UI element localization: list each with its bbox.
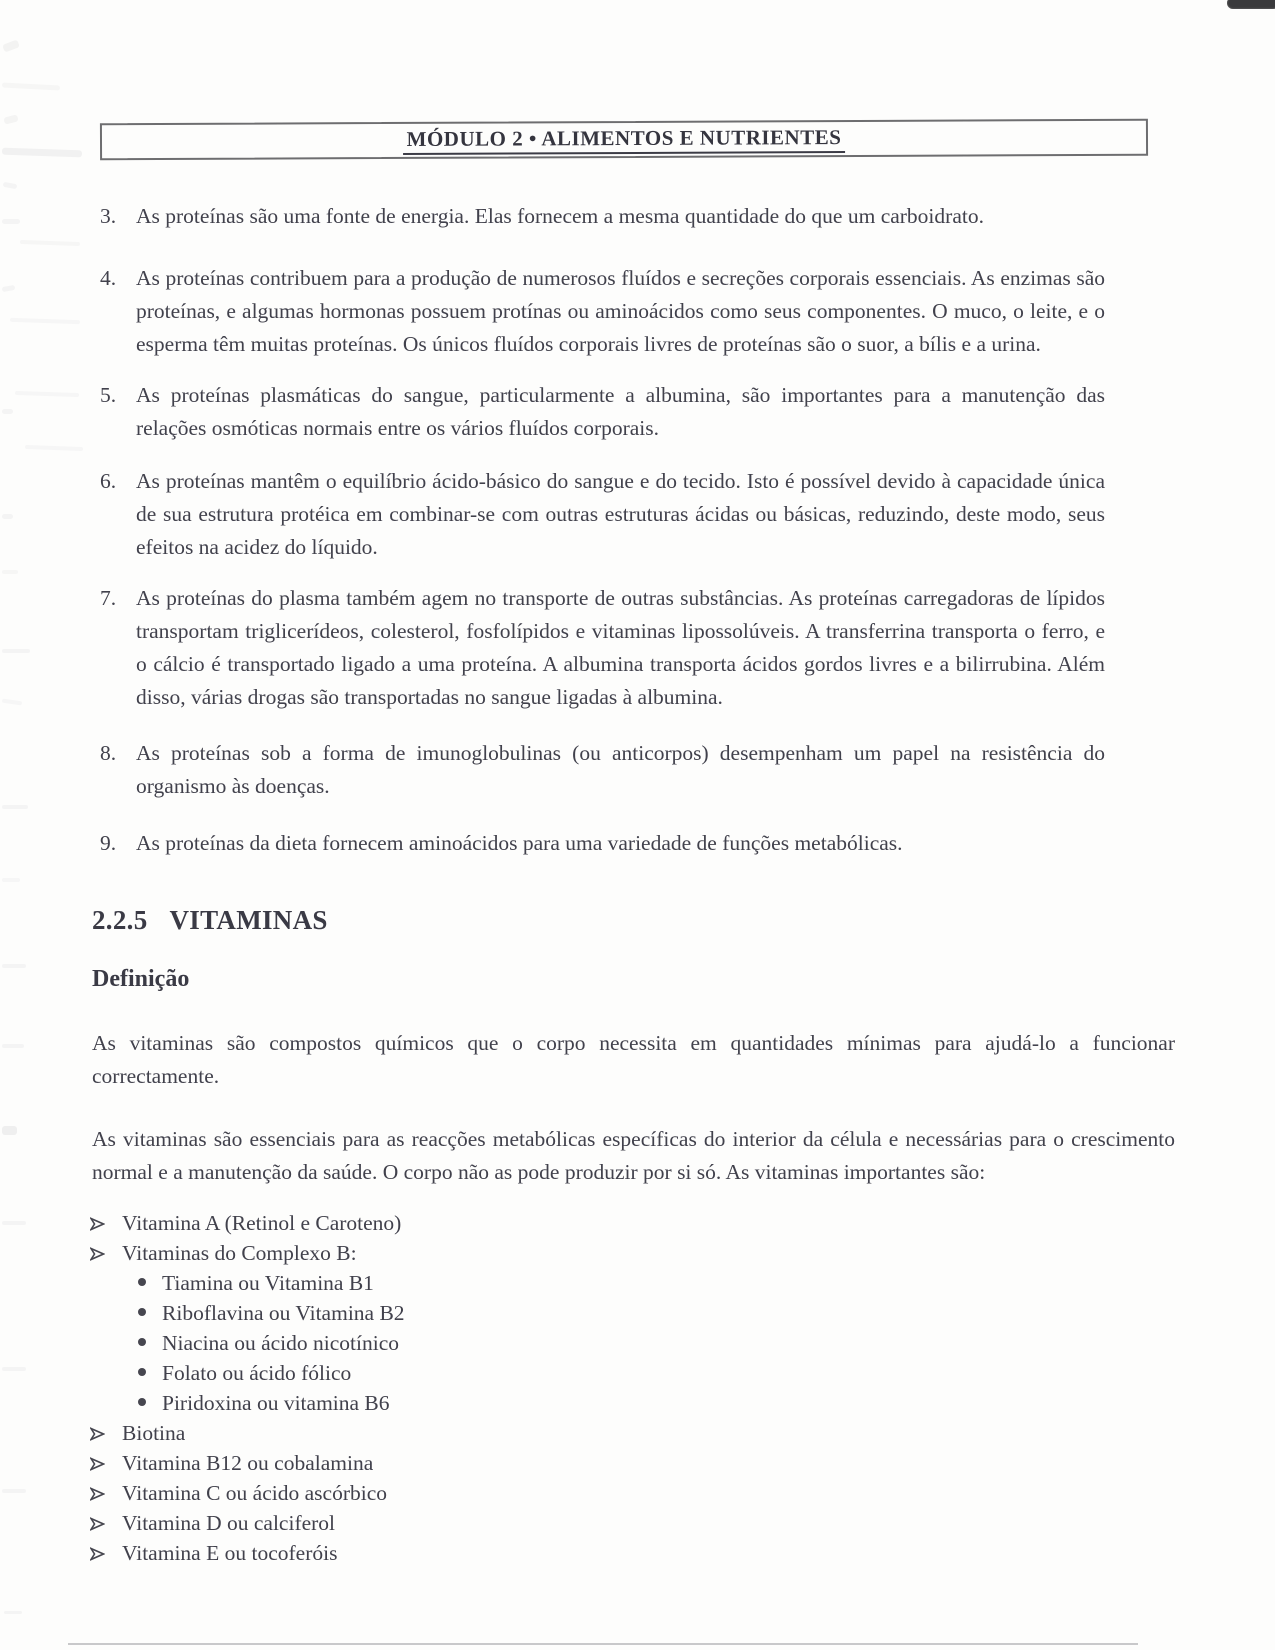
item-text: As proteínas são uma fonte de energia. Elas fornecem a mesma quantidade do que um carboidrato. <box>136 204 984 228</box>
page-header-title: MÓDULO 2 • ALIMENTOS E NUTRIENTES <box>403 125 846 155</box>
scan-artifact <box>3 114 18 124</box>
dot-bullet-icon <box>138 1398 146 1406</box>
arrow-bullet-icon <box>90 1487 105 1501</box>
scan-artifact <box>2 570 18 574</box>
vitamin-label: Vitamina E ou tocoferóis <box>122 1541 338 1565</box>
numbered-item-8 <box>100 737 1105 803</box>
scan-artifact <box>2 1044 24 1048</box>
scan-artifact <box>2 649 30 653</box>
arrow-bullet-icon <box>90 1517 105 1531</box>
vitamin-subitem <box>90 1388 1175 1418</box>
vitamin-label: Tiamina ou Vitamina B1 <box>162 1271 374 1295</box>
dot-bullet-icon <box>138 1338 146 1346</box>
section-heading-vitaminas <box>92 905 1275 936</box>
dot-bullet-icon <box>138 1368 146 1376</box>
definition-heading: Definição <box>92 966 190 992</box>
vitamin-item <box>90 1208 1175 1238</box>
section-number: 2.2.5 <box>92 905 148 935</box>
numbered-item-5 <box>100 379 1105 445</box>
vitamin-subitem <box>90 1298 1175 1328</box>
vitamin-subitem <box>90 1268 1175 1298</box>
scan-artifact <box>2 219 20 224</box>
vitamin-label: Vitamina A (Retinol e Caroteno) <box>122 1211 402 1235</box>
scan-artifact <box>2 514 13 519</box>
item-number: 5. <box>100 383 117 407</box>
numbered-item-7 <box>100 582 1105 714</box>
vitamin-item <box>90 1448 1175 1478</box>
vitamin-subitem <box>90 1328 1175 1358</box>
protein-facts-list <box>100 200 1105 860</box>
bottom-page-rule <box>68 1643 1138 1645</box>
item-text: As proteínas plasmáticas do sangue, particularmente a albumina, são importantes para a manutenção das relações osmóticas normais entre os vários fluídos corporais. <box>136 383 1105 440</box>
document-body <box>0 156 1275 1568</box>
numbered-item-9 <box>100 827 1105 860</box>
item-text: As proteínas mantêm o equilíbrio ácido-básico do sangue e do tecido. Isto é possível devido à capacidade única de sua estrutura protéica em combinar-se com outras estruturas ácidas ou básicas, reduzindo, deste modo, seus efeitos na acidez do líquido. <box>136 469 1105 559</box>
item-number: 3. <box>100 204 117 228</box>
vitamin-label: Vitamina B12 ou cobalamina <box>122 1451 374 1475</box>
scan-artifact <box>2 1367 26 1371</box>
vitamin-item <box>90 1418 1175 1448</box>
scanner-edge-strip <box>1227 0 1275 9</box>
item-number: 6. <box>100 469 117 493</box>
item-text: As proteínas do plasma também agem no transporte de outras substâncias. As proteínas carregadoras de lípidos transportam triglicerídeos, colesterol, fosfolípidos e vitaminas lipossolúveis. A transferrina transporta o ferro, e o cálcio é transportado ligado a uma proteína. A albumina transporta ácidos gordos livres e a bilirrubina. Além disso, várias drogas são transportadas no sangue ligadas à albumina. <box>136 586 1105 709</box>
vitamin-item <box>90 1508 1175 1538</box>
arrow-bullet-icon <box>90 1547 105 1561</box>
vitamin-label: Vitaminas do Complexo B: <box>122 1241 357 1265</box>
definition-paragraph-2: As vitaminas são essenciais para as reacções metabólicas específicas do interior da célula e necessárias para o crescimento normal e a manutenção da saúde. O corpo não as pode produzir por si só. As vitaminas importantes são: <box>92 1127 1175 1184</box>
vitamin-label: Piridoxina ou vitamina B6 <box>162 1391 390 1415</box>
arrow-bullet-icon <box>90 1247 105 1261</box>
item-number: 7. <box>100 586 117 610</box>
vitamin-label: Riboflavina ou Vitamina B2 <box>162 1301 405 1325</box>
page-header-box <box>100 119 1148 161</box>
item-number: 4. <box>100 266 117 290</box>
scan-artifact <box>2 409 13 414</box>
arrow-bullet-icon <box>90 1457 105 1471</box>
scan-artifact <box>2 1126 17 1135</box>
scan-artifact <box>2 82 60 90</box>
vitamin-subitem <box>90 1358 1175 1388</box>
arrow-bullet-icon <box>90 1427 105 1441</box>
item-text: As proteínas da dieta fornecem aminoácidos para uma variedade de funções metabólicas. <box>136 831 903 855</box>
vitamin-label: Vitamina C ou ácido ascórbico <box>122 1481 387 1505</box>
item-number: 9. <box>100 831 117 855</box>
dot-bullet-icon <box>138 1308 146 1316</box>
scan-artifact <box>2 805 28 809</box>
item-text: As proteínas sob a forma de imunoglobulinas (ou anticorpos) desempenham um papel na resistência do organismo às doenças. <box>136 741 1105 798</box>
section-title: VITAMINAS <box>169 905 328 935</box>
scan-artifact <box>4 1611 22 1614</box>
numbered-item-6 <box>100 465 1105 564</box>
definition-paragraph-1: As vitaminas são compostos químicos que o corpo necessita em quantidades mínimas para ajudá-lo a funcionar correctamente. <box>92 1031 1175 1088</box>
scan-artifact <box>2 1489 26 1493</box>
vitamin-item <box>90 1238 1175 1268</box>
item-text: As proteínas contribuem para a produção de numerosos fluídos e secreções corporais essenciais. As enzimas são proteínas, e algumas hormonas possuem protínas ou aminoácidos como seus componentes. O muco, o leite, e o esperma têm muitas proteínas. Os únicos fluídos corporais livres de proteínas são o suor, a bílis e a urina. <box>136 266 1105 356</box>
vitamin-label: Folato ou ácido fólico <box>162 1361 352 1385</box>
vitamin-list <box>90 1208 1175 1568</box>
scan-artifact <box>2 964 26 968</box>
scan-artifact <box>2 1221 26 1225</box>
vitamin-item <box>90 1478 1175 1508</box>
vitamin-label: Biotina <box>122 1421 186 1445</box>
item-number: 8. <box>100 741 117 765</box>
arrow-bullet-icon <box>90 1217 105 1231</box>
numbered-item-4 <box>100 262 1105 361</box>
dot-bullet-icon <box>138 1278 146 1286</box>
vitamin-label: Vitamina D ou calciferol <box>122 1511 336 1535</box>
numbered-item-3 <box>100 200 1105 233</box>
scan-artifact <box>2 878 20 882</box>
scan-artifact <box>2 40 20 53</box>
vitamin-label: Niacina ou ácido nicotínico <box>162 1331 400 1355</box>
vitamin-item <box>90 1538 1175 1568</box>
